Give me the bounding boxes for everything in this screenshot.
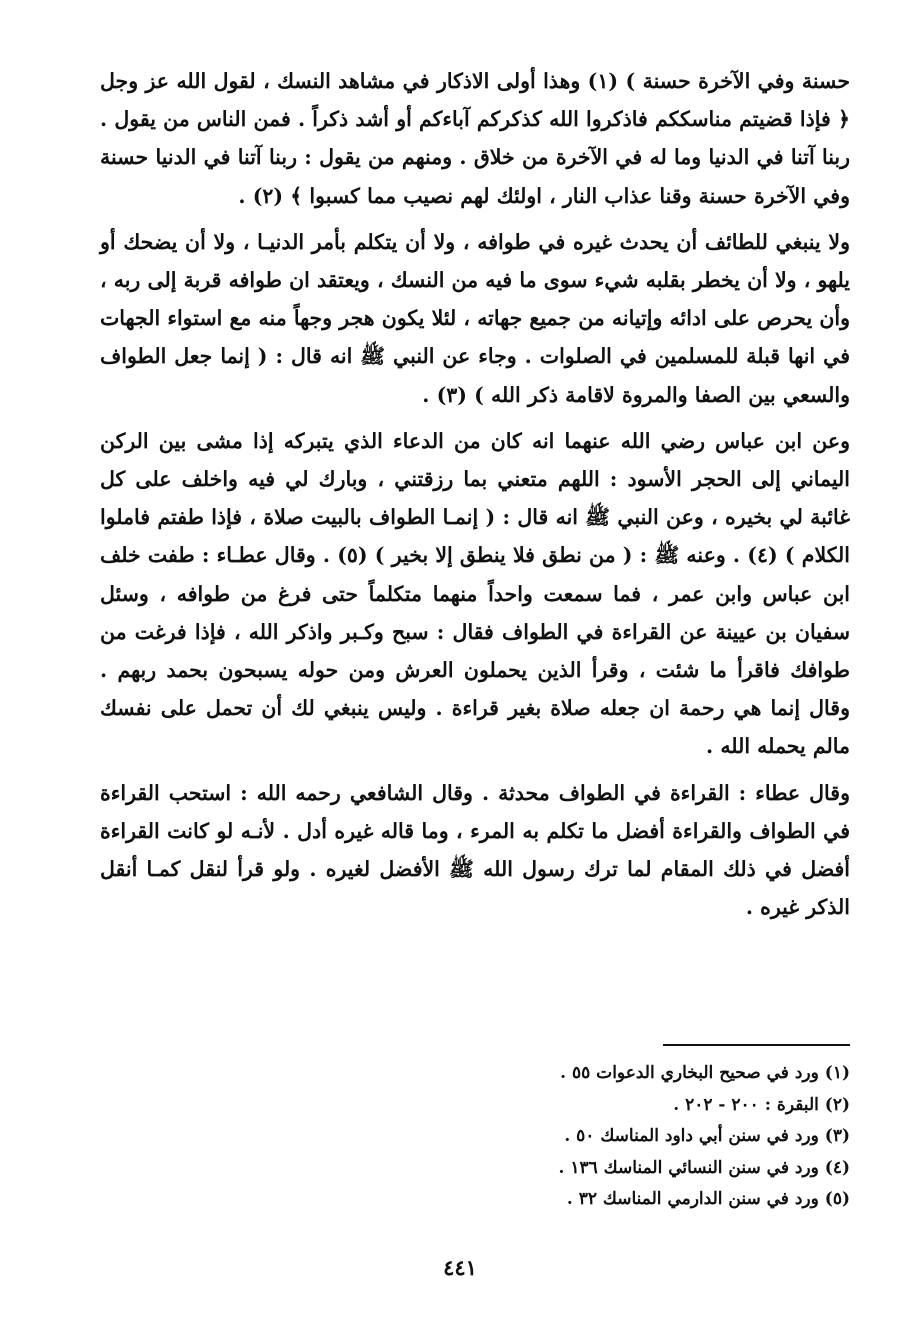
paragraph: ولا ينبغي للطائف أن يحدث غيره في طوافه ، ولا أن يتكلم بأمر الدنيـا ، ولا أن يضحك أو يلهو ، ولا أن يخطر بقلبه شيء سوى ما فيه من النسك ، ويعتقد ان طوافه قربة إلى ربه ، وأن يحرص على ادائه وإتيانه من جميع جهاته ، لئلا يكون هجر وجهاً منه مع استواء الجهات في انها قبلة للمسلمين في الصلوات . وجاء عن النبي ﷺ انه قال : ( إنما جعل الطواف والسعي بين الصفا والمروة لاقامة ذكر الله ) (٣) . [99, 229, 850, 407]
footnote-item: (٢) البقرة : ٢٠٠ - ٢٠٢ . [673, 1094, 850, 1115]
page-number: ٤٤١ [443, 1255, 477, 1280]
paragraph: حسنة وفي الآخرة حسنة ) (١) وهذا أولى الاذكار في مشاهد النسك ، لقول الله عز وجل ﴿ فإذا قضيتم مناسككم فاذكروا الله كذكركم آباءكم أو أشد ذكراً . فمن الناس من يقول . ربنا آتنا في الدنيا وما له في الآخرة من خلاق . ومنهم من يقول : ربنا آتنا في الدنيا حسنة وفي الآخرة حسنة وقنا عذاب النار ، اولئك لهم نصيب مما كسبوا ﴾ (٢) . [100, 69, 850, 208]
paragraph: وقال عطاء : القراءة في الطواف محدثة . وقال الشافعي رحمه الله : استحب القراءة في الطواف والقراءة أفضل ما تكلم به المرء ، وما قاله غيره أدل . لأنـه لو كانت القراءة أفضل في ذلك المقام لما ترك رسول الله ﷺ الأفضل لغيره . ولو قرأ لنقل كمـا أنقل الذكر غيره . [100, 780, 850, 920]
footnote-separator [663, 1044, 850, 1046]
footnote-item: (٤) ورد في سنن النسائي المناسك ١٣٦ . [558, 1157, 850, 1178]
footnote-item: (١) ورد في صحيح البخاري الدعوات ٥٥ . [560, 1063, 850, 1083]
footnote-item: (٥) ورد في سنن الدارمي المناسك ٣٢ . [566, 1189, 850, 1209]
footnote-item: (٣) ورد في سنن أبي داود المناسك ٥٠ . [564, 1126, 850, 1146]
paragraph: وعن ابن عباس رضي الله عنهما انه كان من الدعاء الذي يتبركه إذا مشى بين الركن اليماني إلى الحجر الأسود : اللهم متعني بما رزقتني ، وبارك لي فيه واخلف على كل غائبة لي بخيره ، وعن النبي ﷺ انه قال : ( إنمـا الطواف بالبيت صلاة ، فإذا طفتم فاملوا الكلام ) (٤) . وعنه ﷺ : ( من نطق فلا ينطق إلا بخير ) (٥) . وقال عطـاء : طفت خلف ابن عباس وابن عمر ، فما سمعت واحداً منهما متكلماً حتى فرغ من طوافه ، وسئل سفيان بن عيينة عن القراءة في الطواف فقال : سبح وكـبر واذكر الله ، فإذا فرغت من طوافك فاقرأ ما شئت ، وقرأ الذين يحملون العرش ومن حوله يسبحون بحمد ربهم . وقال إنما هي رحمة ان جعله صلاة بغير قراءة . وليس ينبغي لك أن تحمل على نفسك مالم يحمله الله . [100, 428, 850, 759]
main-text [100, 62, 850, 926]
footnotes-list [420, 1058, 850, 1216]
